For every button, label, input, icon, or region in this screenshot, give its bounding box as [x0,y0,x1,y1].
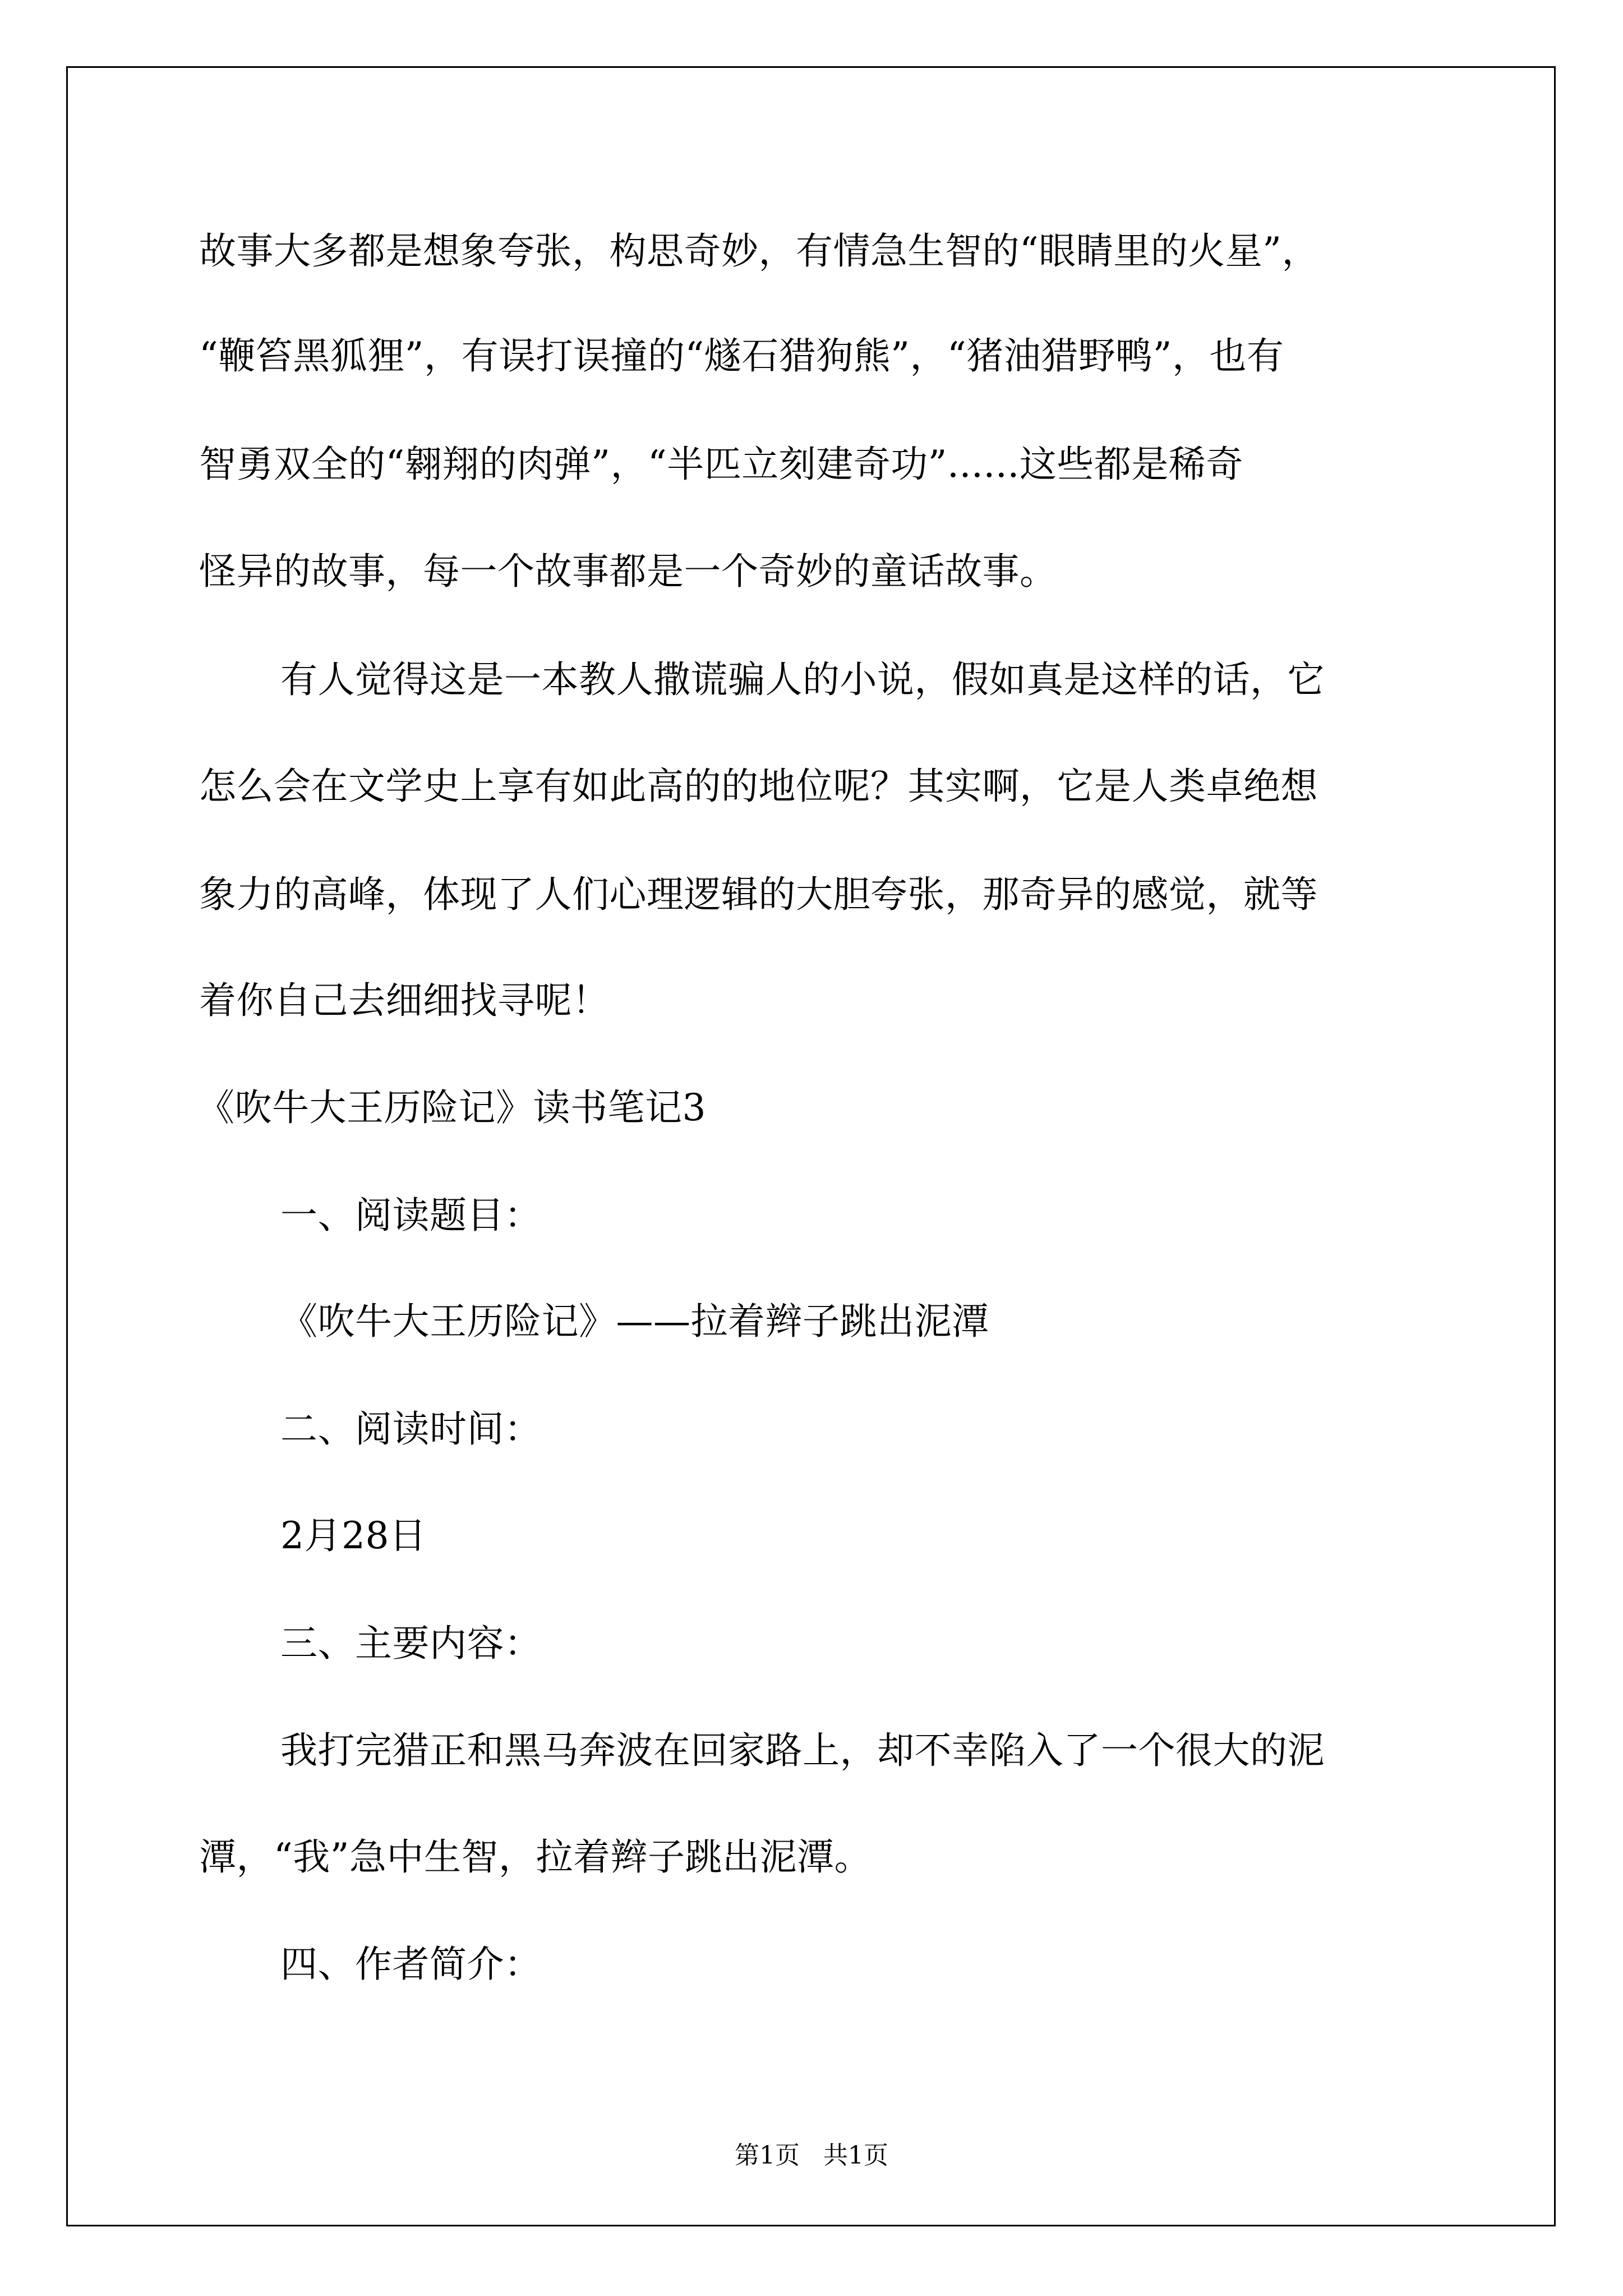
book-title-line: 《吹牛大王历险记》——拉着辫子跳出泥潭 [280,1300,989,1343]
paragraph-line: 着你自己去细细找寻呢！ [199,979,610,1022]
paragraph-line: 我打完猎正和黑马奔波在回家路上，却不幸陷入了一个很大的泥 [280,1729,1325,1772]
paragraph-line: 潭，“我”急中生智，拉着辫子跳出泥潭。 [199,1835,872,1879]
subheading-reading-title: 一、阅读题目： [280,1194,542,1237]
subheading-author-intro: 四、作者简介： [280,1943,542,1986]
paragraph-line: 有人觉得这是一本教人撒谎骗人的小说，假如真是这样的话，它 [280,658,1325,701]
paragraph-line: 怎么会在文学史上享有如此高的的地位呢？其实啊，它是人类卓绝想 [199,765,1318,808]
page-footer: 第1页 共1页 [735,2141,888,2170]
paragraph-line: 智勇双全的“翱翔的肉弹”，“半匹立刻建奇功”......这些都是稀奇 [199,443,1243,486]
paragraph-line: “鞭笞黑狐狸”，有误打误撞的“燧石猎狗熊”，“猪油猎野鸭”，也有 [199,334,1284,378]
page-border [66,66,1556,2226]
subheading-main-content: 三、主要内容： [280,1622,542,1665]
paragraph-line: 象力的高峰，体现了人们心理逻辑的大胆夸张，那奇异的感觉，就等 [199,873,1318,916]
reading-date: 2月28日 [280,1514,427,1557]
paragraph-line: 故事大多都是想象夸张，构思奇妙，有情急生智的“眼睛里的火星”， [199,229,1319,273]
subheading-reading-time: 二、阅读时间： [280,1407,542,1451]
section-title: 《吹牛大王历险记》读书笔记3 [197,1086,706,1129]
paragraph-line: 怪异的故事，每一个故事都是一个奇妙的童话故事。 [199,550,1057,593]
